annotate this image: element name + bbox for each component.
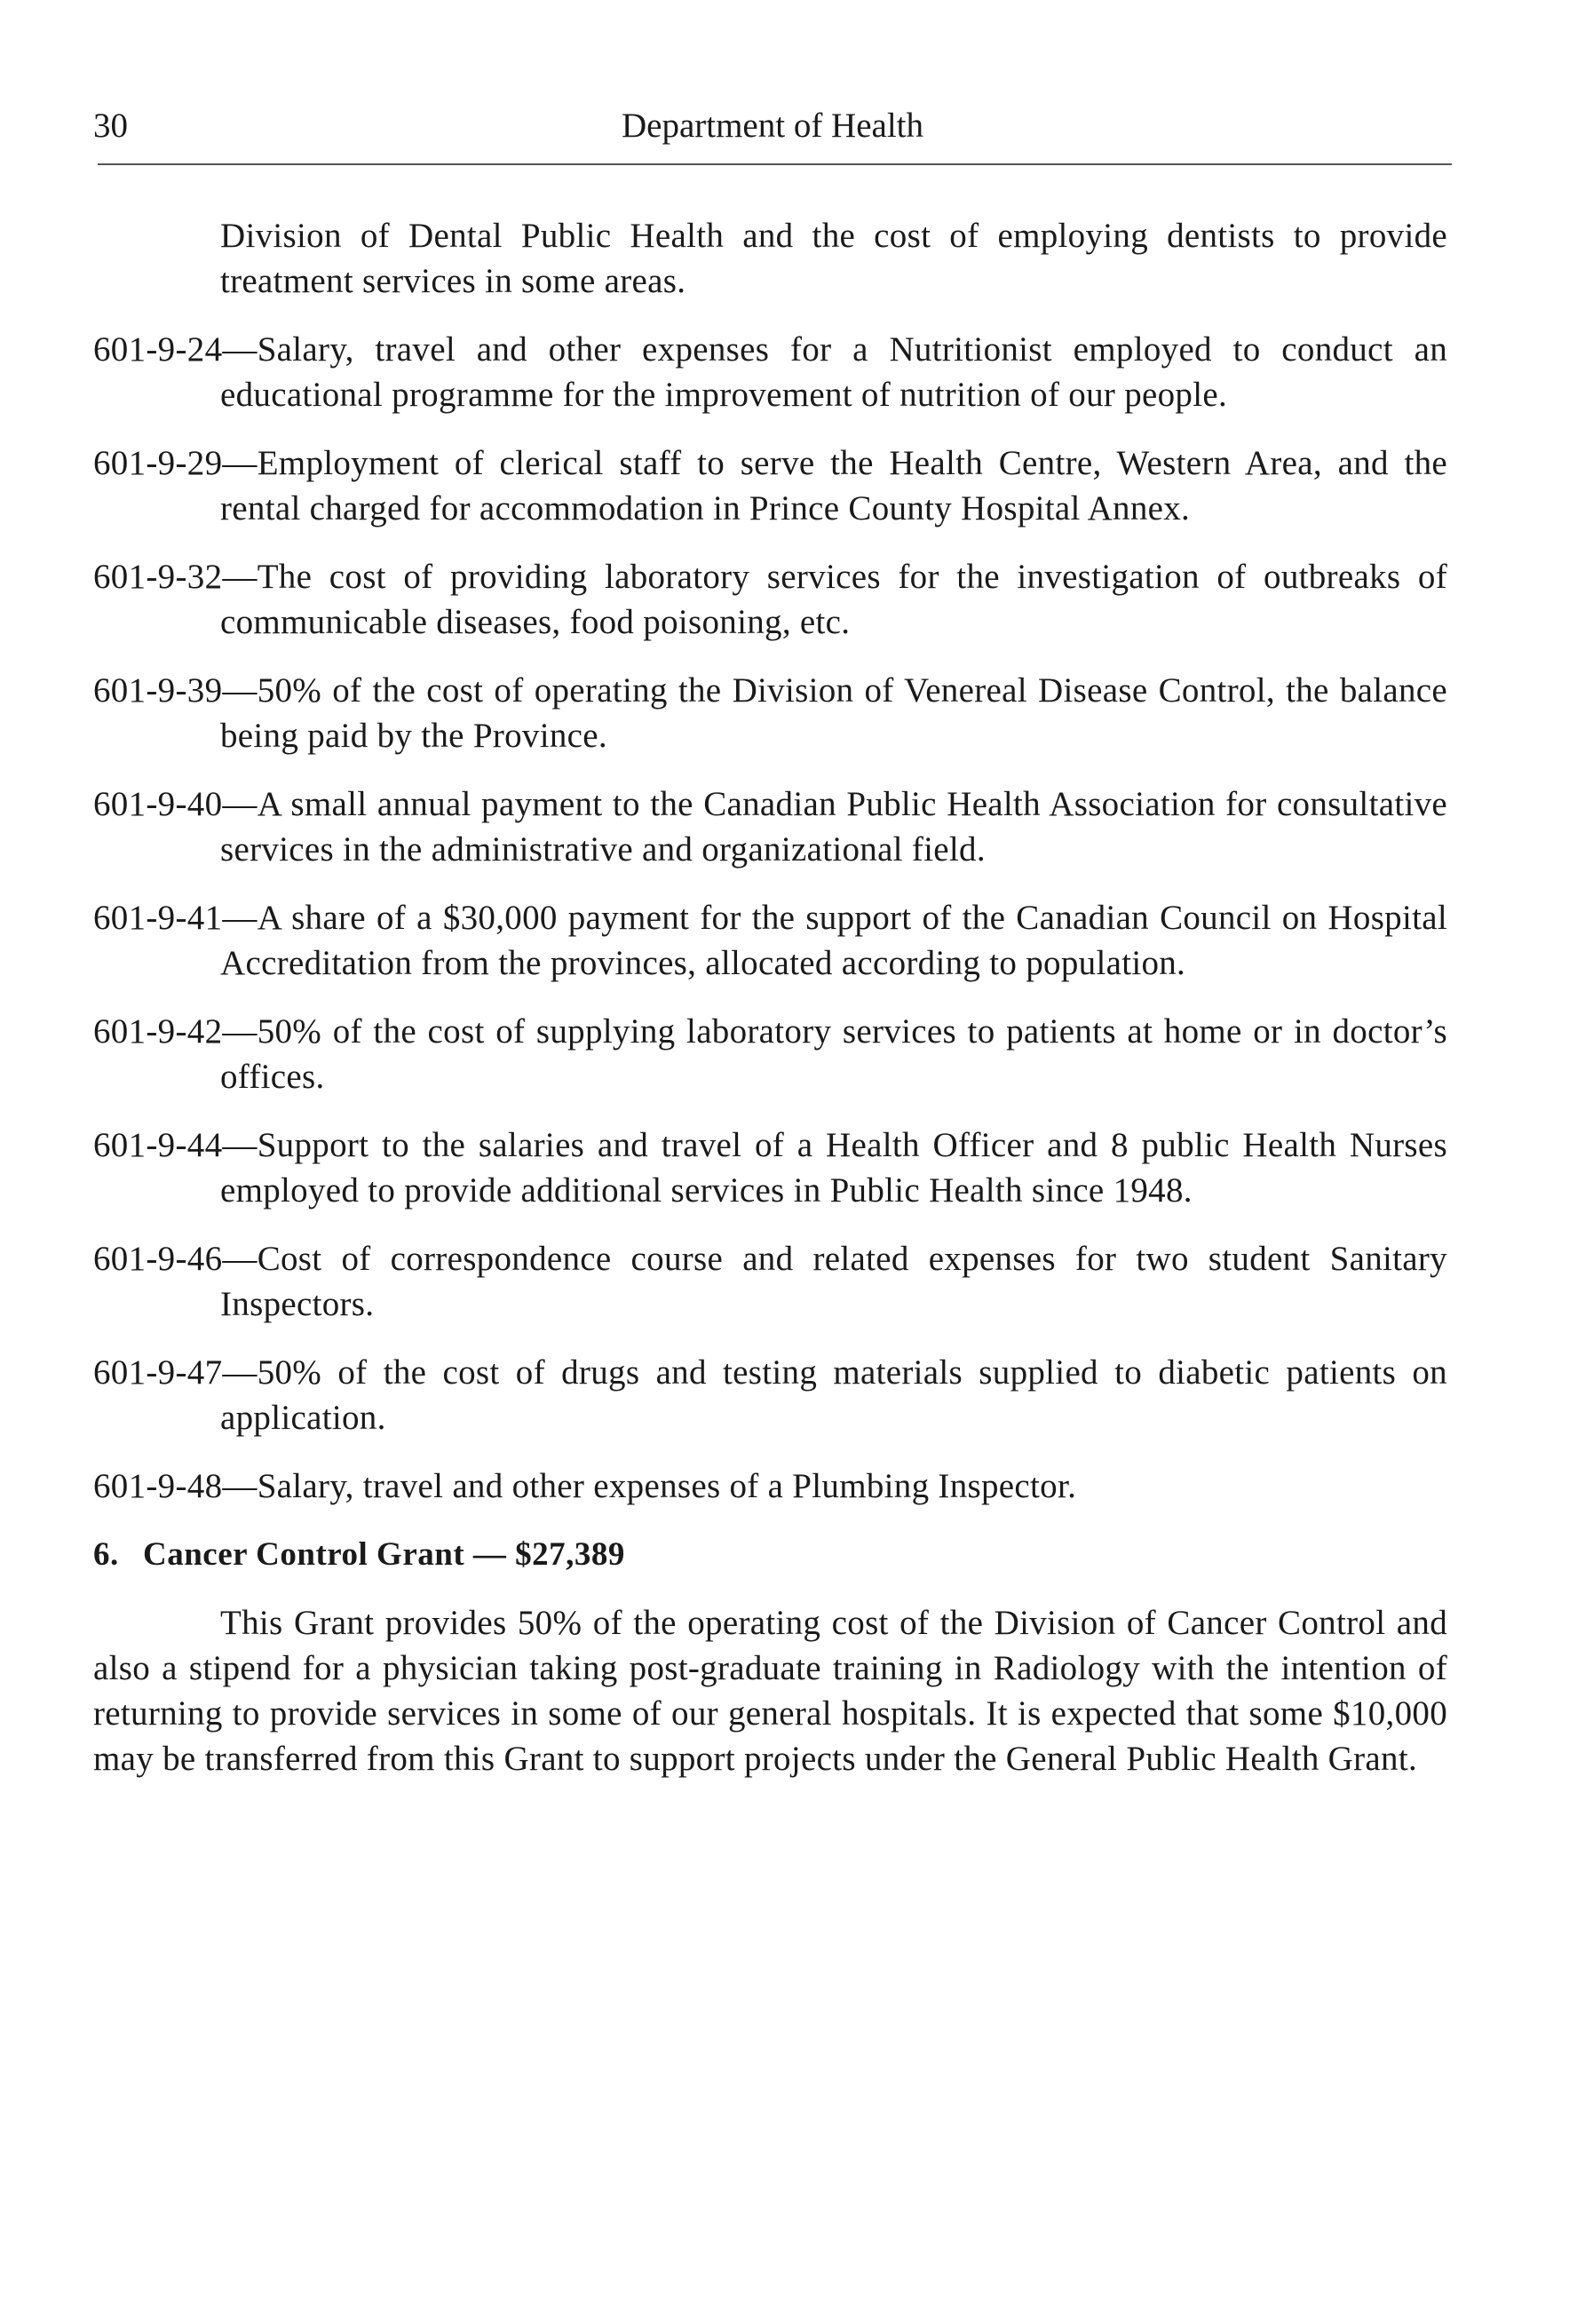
continuation-paragraph: Division of Dental Public Health and the cost of employing dentists to provide treatment services in some areas. <box>220 217 1447 300</box>
entry-code: 601-9-41 <box>93 899 223 937</box>
running-title: Department of Health <box>621 107 924 145</box>
entry-601-9-44 <box>93 1122 1447 1213</box>
entry-text: Salary, travel and other expenses for a Nutritionist employed to conduct an educational programme for the improvement of nutrition of our people. <box>220 330 1447 414</box>
page-header <box>93 99 1452 153</box>
entry-601-9-29 <box>93 440 1447 531</box>
entry-601-9-47 <box>93 1350 1447 1440</box>
header-rule <box>98 163 1452 165</box>
entry-text: 50% of the cost of drugs and testing materials supplied to diabetic patients on application. <box>220 1353 1447 1437</box>
entry-601-9-42 <box>93 1009 1447 1099</box>
entry-code: 601-9-24 <box>93 330 223 369</box>
entry-separator: — <box>222 444 258 482</box>
entry-601-9-48 <box>93 1463 1447 1509</box>
entry-separator: — <box>222 1240 258 1278</box>
entry-601-9-46 <box>93 1236 1447 1327</box>
entry-601-9-40 <box>93 781 1447 872</box>
entry-code: 601-9-44 <box>93 1126 223 1164</box>
entry-text: 50% of the cost of operating the Division of Venereal Disease Control, the balance being paid by the Province. <box>220 671 1447 755</box>
appropriation-entries <box>93 327 1447 1509</box>
entry-separator: — <box>222 899 258 937</box>
entry-601-9-39 <box>93 668 1447 758</box>
entry-separator: — <box>222 558 258 596</box>
entry-separator: — <box>222 1467 258 1505</box>
section-title: Cancer Control Grant — $27,389 <box>143 1536 625 1573</box>
entry-code: 601-9-40 <box>93 785 223 823</box>
entry-text: Salary, travel and other expenses of a Plumbing Inspector. <box>257 1467 1077 1505</box>
section-number: 6. <box>93 1536 119 1573</box>
entry-text: A share of a $30,000 payment for the support of the Canadian Council on Hospital Accreditation from the provinces, allocated according to population. <box>220 899 1447 982</box>
entry-601-9-24 <box>93 327 1447 417</box>
entry-text: Support to the salaries and travel of a Health Officer and 8 public Health Nurses employed to provide additional services in Public Health since 1948. <box>220 1126 1447 1210</box>
entry-601-9-41 <box>93 895 1447 986</box>
entry-separator: — <box>222 785 258 823</box>
entry-601-9-32 <box>93 554 1447 645</box>
entry-text: A small annual payment to the Canadian Public Health Association for consultative services in the administrative and organizational field. <box>220 785 1447 869</box>
page-number: 30 <box>93 107 128 145</box>
entry-text: Cost of correspondence course and related expenses for two student Sanitary Inspectors. <box>220 1240 1447 1323</box>
entry-text: Employment of clerical staff to serve the Health Centre, Western Area, and the rental charged for accommodation in Prince County Hospital Annex. <box>220 444 1447 527</box>
entry-separator: — <box>222 1353 258 1392</box>
entry-separator: — <box>222 1126 258 1164</box>
entry-text: 50% of the cost of supplying laboratory services to patients at home or in doctor’s offices. <box>220 1012 1447 1096</box>
entry-code: 601-9-48 <box>93 1467 223 1505</box>
entry-code: 601-9-47 <box>93 1353 223 1392</box>
entry-code: 601-9-39 <box>93 671 223 710</box>
entry-text: The cost of providing laboratory services for the investigation of outbreaks of communicable diseases, food poisoning, etc. <box>220 558 1447 641</box>
entry-code: 601-9-42 <box>93 1012 223 1051</box>
section-heading <box>93 1532 1447 1577</box>
section-paragraph: This Grant provides 50% of the operating cost of the Division of Cancer Control and also a stipend for a physician taking post-graduate training in Radiology with the intention of returning to provide services in some of our general hospitals. It is expected that some $10,000 may be transferred from this Grant to support projects under the General Public Health Grant. <box>93 1604 1447 1778</box>
entry-code: 601-9-29 <box>93 444 223 482</box>
body-text <box>93 213 1447 1781</box>
entry-separator: — <box>222 330 258 369</box>
entry-code: 601-9-46 <box>93 1240 223 1278</box>
entry-separator: — <box>222 671 258 710</box>
entry-code: 601-9-32 <box>93 558 223 596</box>
entry-separator: — <box>222 1012 258 1051</box>
